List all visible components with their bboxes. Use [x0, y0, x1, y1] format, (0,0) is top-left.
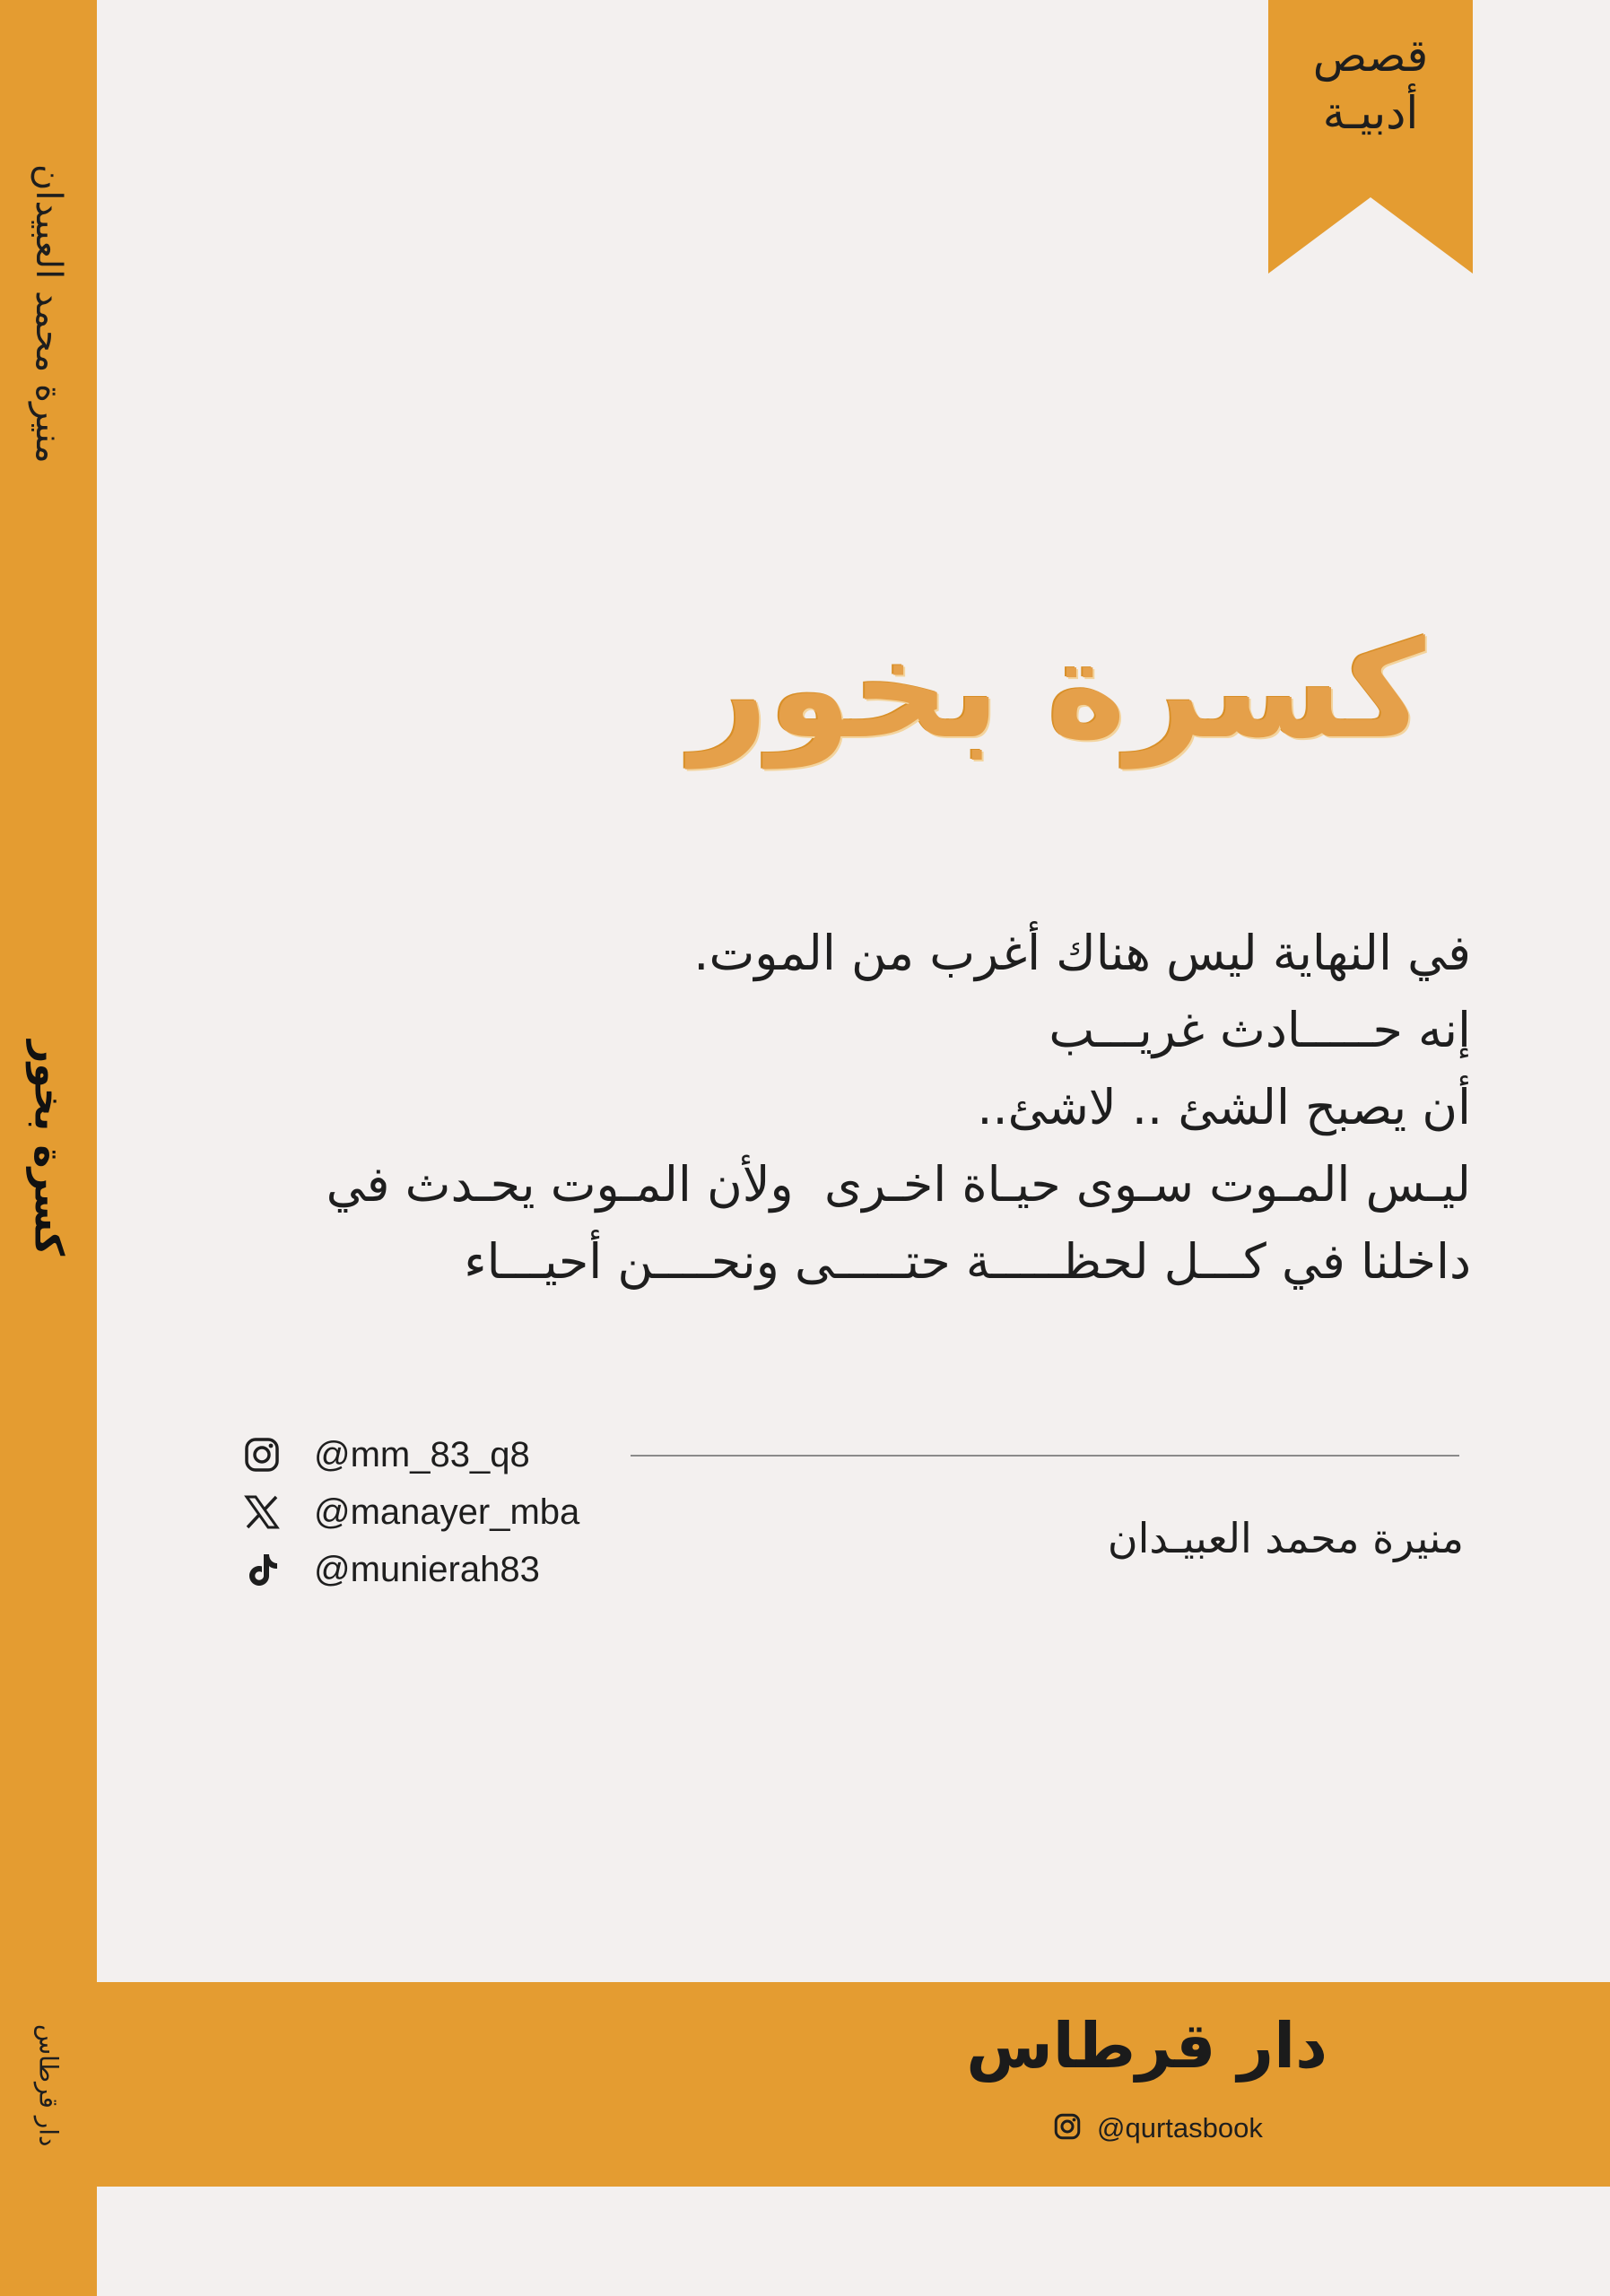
spine-author	[11, 126, 86, 502]
blurb-line: في النهاية ليس هناك أغرب من الموت.	[693, 925, 1471, 981]
social-handle: @mm_83_q8	[314, 1434, 530, 1474]
genre-line-2: أدبيـة	[1322, 87, 1419, 139]
spine-author-text: منيرة محمد العبيدان	[28, 164, 69, 464]
author-social-links	[242, 1426, 637, 1598]
publisher-social-link[interactable]	[1054, 2112, 1263, 2144]
social-row-tiktok[interactable]	[242, 1541, 637, 1598]
author-name: منيرة محمد العبيـدان	[1107, 1514, 1464, 1562]
spine-title-text: كسرة بخور	[25, 1039, 72, 1257]
spine-publisher-text: دار قرطاس	[33, 2023, 64, 2147]
tiktok-icon	[242, 1550, 282, 1589]
divider-line	[631, 1455, 1459, 1457]
genre-label	[1268, 27, 1473, 142]
blurb	[206, 915, 1471, 1300]
publisher-handle: @qurtasbook	[1097, 2112, 1263, 2144]
blurb-line: ليـس المـوت سـوى حيـاة اخـرى ولأن المـوت يحـدث في	[326, 1156, 1471, 1213]
social-row-x[interactable]	[242, 1483, 637, 1541]
publisher-band	[97, 1982, 1610, 2187]
genre-line-1: قصص	[1312, 30, 1429, 82]
book-title-logo	[691, 565, 1462, 816]
blurb-line: داخلنا في كـــل لحظـــــة حتـــــى ونحــــن أحيـــاء	[464, 1233, 1471, 1290]
instagram-icon	[242, 1435, 282, 1474]
x-icon	[242, 1492, 282, 1532]
publisher-logo: دار قرطاس	[966, 2009, 1327, 2083]
social-handle: @manayer_mba	[314, 1492, 580, 1532]
social-handle: @munierah83	[314, 1549, 540, 1589]
blurb-line: أن يصبح الشئ .. لاشئ..	[977, 1079, 1471, 1135]
book-title: كسرة بخور	[691, 613, 1425, 769]
blurb-line: إنه حـــــادث غريـــب	[1049, 1002, 1471, 1058]
spine-title	[9, 1031, 88, 1265]
instagram-icon	[1054, 2113, 1081, 2144]
social-row-instagram[interactable]	[242, 1426, 637, 1483]
spine-publisher	[22, 2009, 75, 2161]
